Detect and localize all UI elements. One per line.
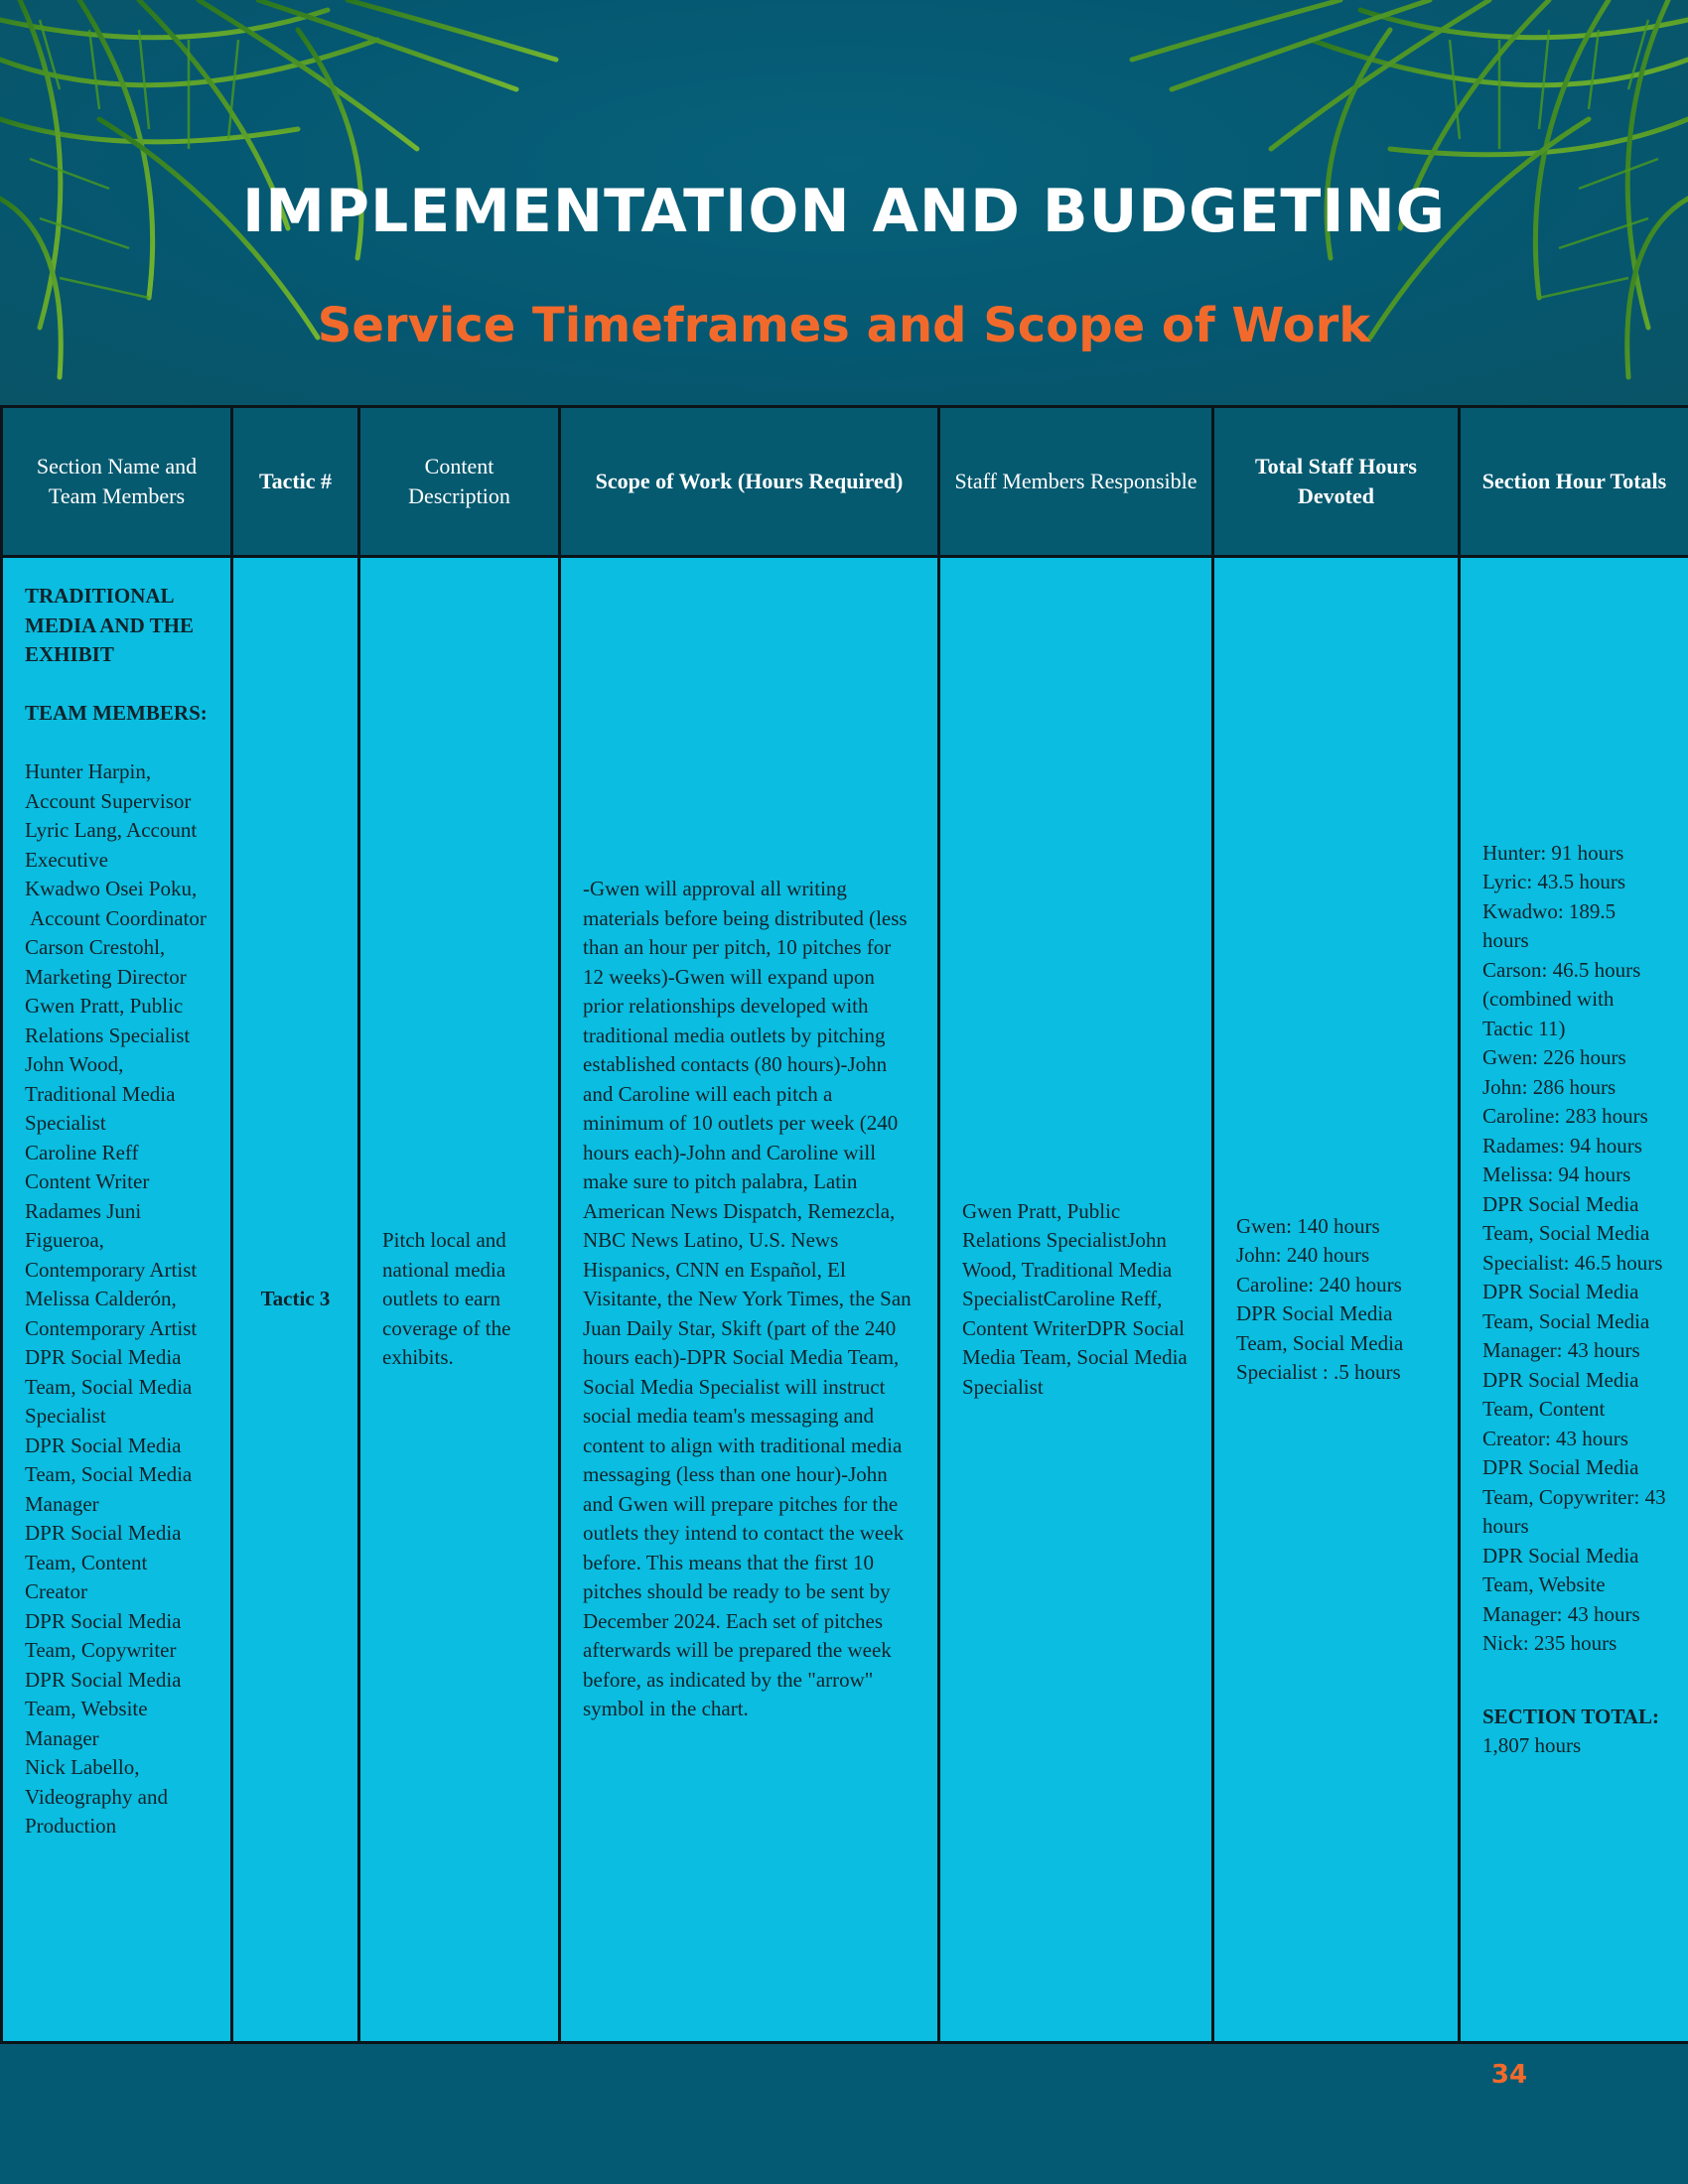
column-header-staff: Staff Members Responsible — [939, 407, 1213, 557]
scope-of-work-cell: -Gwen will approval all writing materials before being distributed (less than an hour per pitch, 10 pitches for 12 weeks)-Gwen will expand upon prior relationships developed with traditional media outlets by pitching established contacts (80 hours)-John and Caroline will each pitch a minimum of 10 outlets per week (240 hours each)-John and Caroline will make sure to pitch palabra, Latin American News Dispatch, Remezcla, NBC News Latino, U.S. News Hispanics, CNN en Español, El Visitante, the New York Times, the San Juan Daily Star, Skift (part of the 240 hours each)-DPR Social Media Team, Social Media Specialist will instruct social media team's messaging and content to align with traditional media messaging (less than one hour)-John and Gwen will prepare pitches for the outlets they intend to contact the week before. This means that the first 10 pitches should be ready to be sent by December 2024. Each set of pitches afterwards will be prepared the week before, as indicated by the "arrow" symbol in the chart. — [560, 557, 939, 2043]
tactic-cell: Tactic 3 — [232, 557, 359, 2043]
team-member: Caroline Reff Content Writer — [25, 1140, 150, 1193]
staff-hours-entry: DPR Social Media Team, Social Media Specialist : .5 hours — [1236, 1301, 1404, 1384]
staff-hours-entry: Gwen: 140 hours — [1236, 1213, 1380, 1238]
team-member: DPR Social Media Team, Content Creator — [25, 1521, 182, 1603]
team-member: Account Coordinator — [30, 905, 207, 930]
hour-total-entry: Lyric: 43.5 hours — [1482, 870, 1626, 893]
total-staff-hours-cell — [1213, 557, 1460, 2043]
team-member: Nick Labello, Videography and Production — [25, 1755, 168, 1838]
team-member: DPR Social Media Team, Social Media Manager — [25, 1433, 193, 1516]
staff-hours-entry: Caroline: 240 hours — [1236, 1272, 1402, 1297]
section-total — [1482, 1703, 1666, 1761]
column-header-total-hours: Total Staff Hours Devoted — [1213, 407, 1460, 557]
hour-total-entry: Carson: 46.5 hours (combined with Tactic 11) — [1482, 957, 1641, 1040]
team-member: Carson Crestohl, Marketing Director — [25, 935, 187, 989]
hour-total-entry: Radames: 94 hours — [1482, 1133, 1642, 1158]
hour-total-entry: Nick: 235 hours — [1482, 1631, 1618, 1655]
section-name-cell — [2, 557, 232, 2043]
content-description-cell: Pitch local and national media outlets to earn coverage of the exhibits. — [359, 557, 560, 2043]
hour-total-entry: DPR Social Media Team, Social Media Manager: 43 hours — [1482, 1280, 1650, 1362]
section-total-label: SECTION TOTAL: — [1482, 1704, 1659, 1728]
column-header-section-totals: Section Hour Totals — [1460, 407, 1688, 557]
staff-hours-entry: John: 240 hours — [1236, 1243, 1370, 1267]
team-member: Melissa Calderón, Contemporary Artist — [25, 1287, 198, 1340]
team-member: Radames Juni Figueroa, Contemporary Artist — [25, 1198, 198, 1282]
team-member: DPR Social Media Team, Social Media Specialist — [25, 1345, 193, 1428]
hour-total-entry: DPR Social Media Team, Content Creator: 43 hours — [1482, 1367, 1639, 1450]
team-member: Kwadwo Osei Poku, — [25, 877, 198, 900]
team-member: DPR Social Media Team, Website Manager — [25, 1667, 182, 1750]
team-member: John Wood, Traditional Media Specialist — [25, 1052, 176, 1135]
column-header-tactic: Tactic # — [232, 407, 359, 557]
table-header-row — [2, 407, 1688, 557]
column-header-scope: Scope of Work (Hours Required) — [560, 407, 939, 557]
team-member: Gwen Pratt, Public Relations Specialist — [25, 994, 191, 1047]
team-member: Hunter Harpin, Account Supervisor — [25, 759, 192, 813]
hour-total-entry: Gwen: 226 hours — [1482, 1045, 1626, 1069]
hour-total-entry: DPR Social Media Team, Website Manager: 43 hours — [1482, 1543, 1640, 1626]
hour-total-entry: DPR Social Media Team, Copywriter: 43 hours — [1482, 1455, 1666, 1538]
column-header-content: Content Description — [359, 407, 560, 557]
hour-total-entry: Kwadwo: 189.5 hours — [1482, 898, 1617, 952]
hour-total-entry: Caroline: 283 hours — [1482, 1104, 1648, 1128]
section-hour-totals-cell — [1460, 557, 1688, 2043]
scope-of-work-table — [0, 405, 1688, 2044]
table-row — [2, 557, 1688, 2043]
team-member: DPR Social Media Team, Copywriter — [25, 1608, 182, 1662]
page-number: 34 — [1490, 2060, 1528, 2090]
hour-total-entry: John: 286 hours — [1482, 1074, 1617, 1099]
hour-total-entry: DPR Social Media Team, Social Media Specialist: 46.5 hours — [1482, 1191, 1663, 1275]
page-subtitle: Service Timeframes and Scope of Work — [317, 298, 1371, 353]
page-header — [0, 0, 1688, 407]
section-total-value: 1,807 hours — [1482, 1733, 1582, 1757]
staff-responsible-cell: Gwen Pratt, Public Relations SpecialistJohn Wood, Traditional Media SpecialistCaroline Reff, Content WriterDPR Social Media Team, Social Media Specialist — [939, 557, 1213, 2043]
hour-total-entry: Hunter: 91 hours — [1482, 840, 1624, 865]
team-member: Lyric Lang, Account Executive — [25, 818, 198, 872]
team-members-label: TEAM MEMBERS: — [25, 701, 208, 725]
section-name: TRADITIONAL MEDIA AND THE EXHIBIT — [25, 584, 194, 666]
page-title: IMPLEMENTATION AND BUDGETING — [241, 177, 1447, 246]
hour-total-entry: Melissa: 94 hours — [1482, 1162, 1631, 1186]
column-header-section: Section Name and Team Members — [2, 407, 232, 557]
